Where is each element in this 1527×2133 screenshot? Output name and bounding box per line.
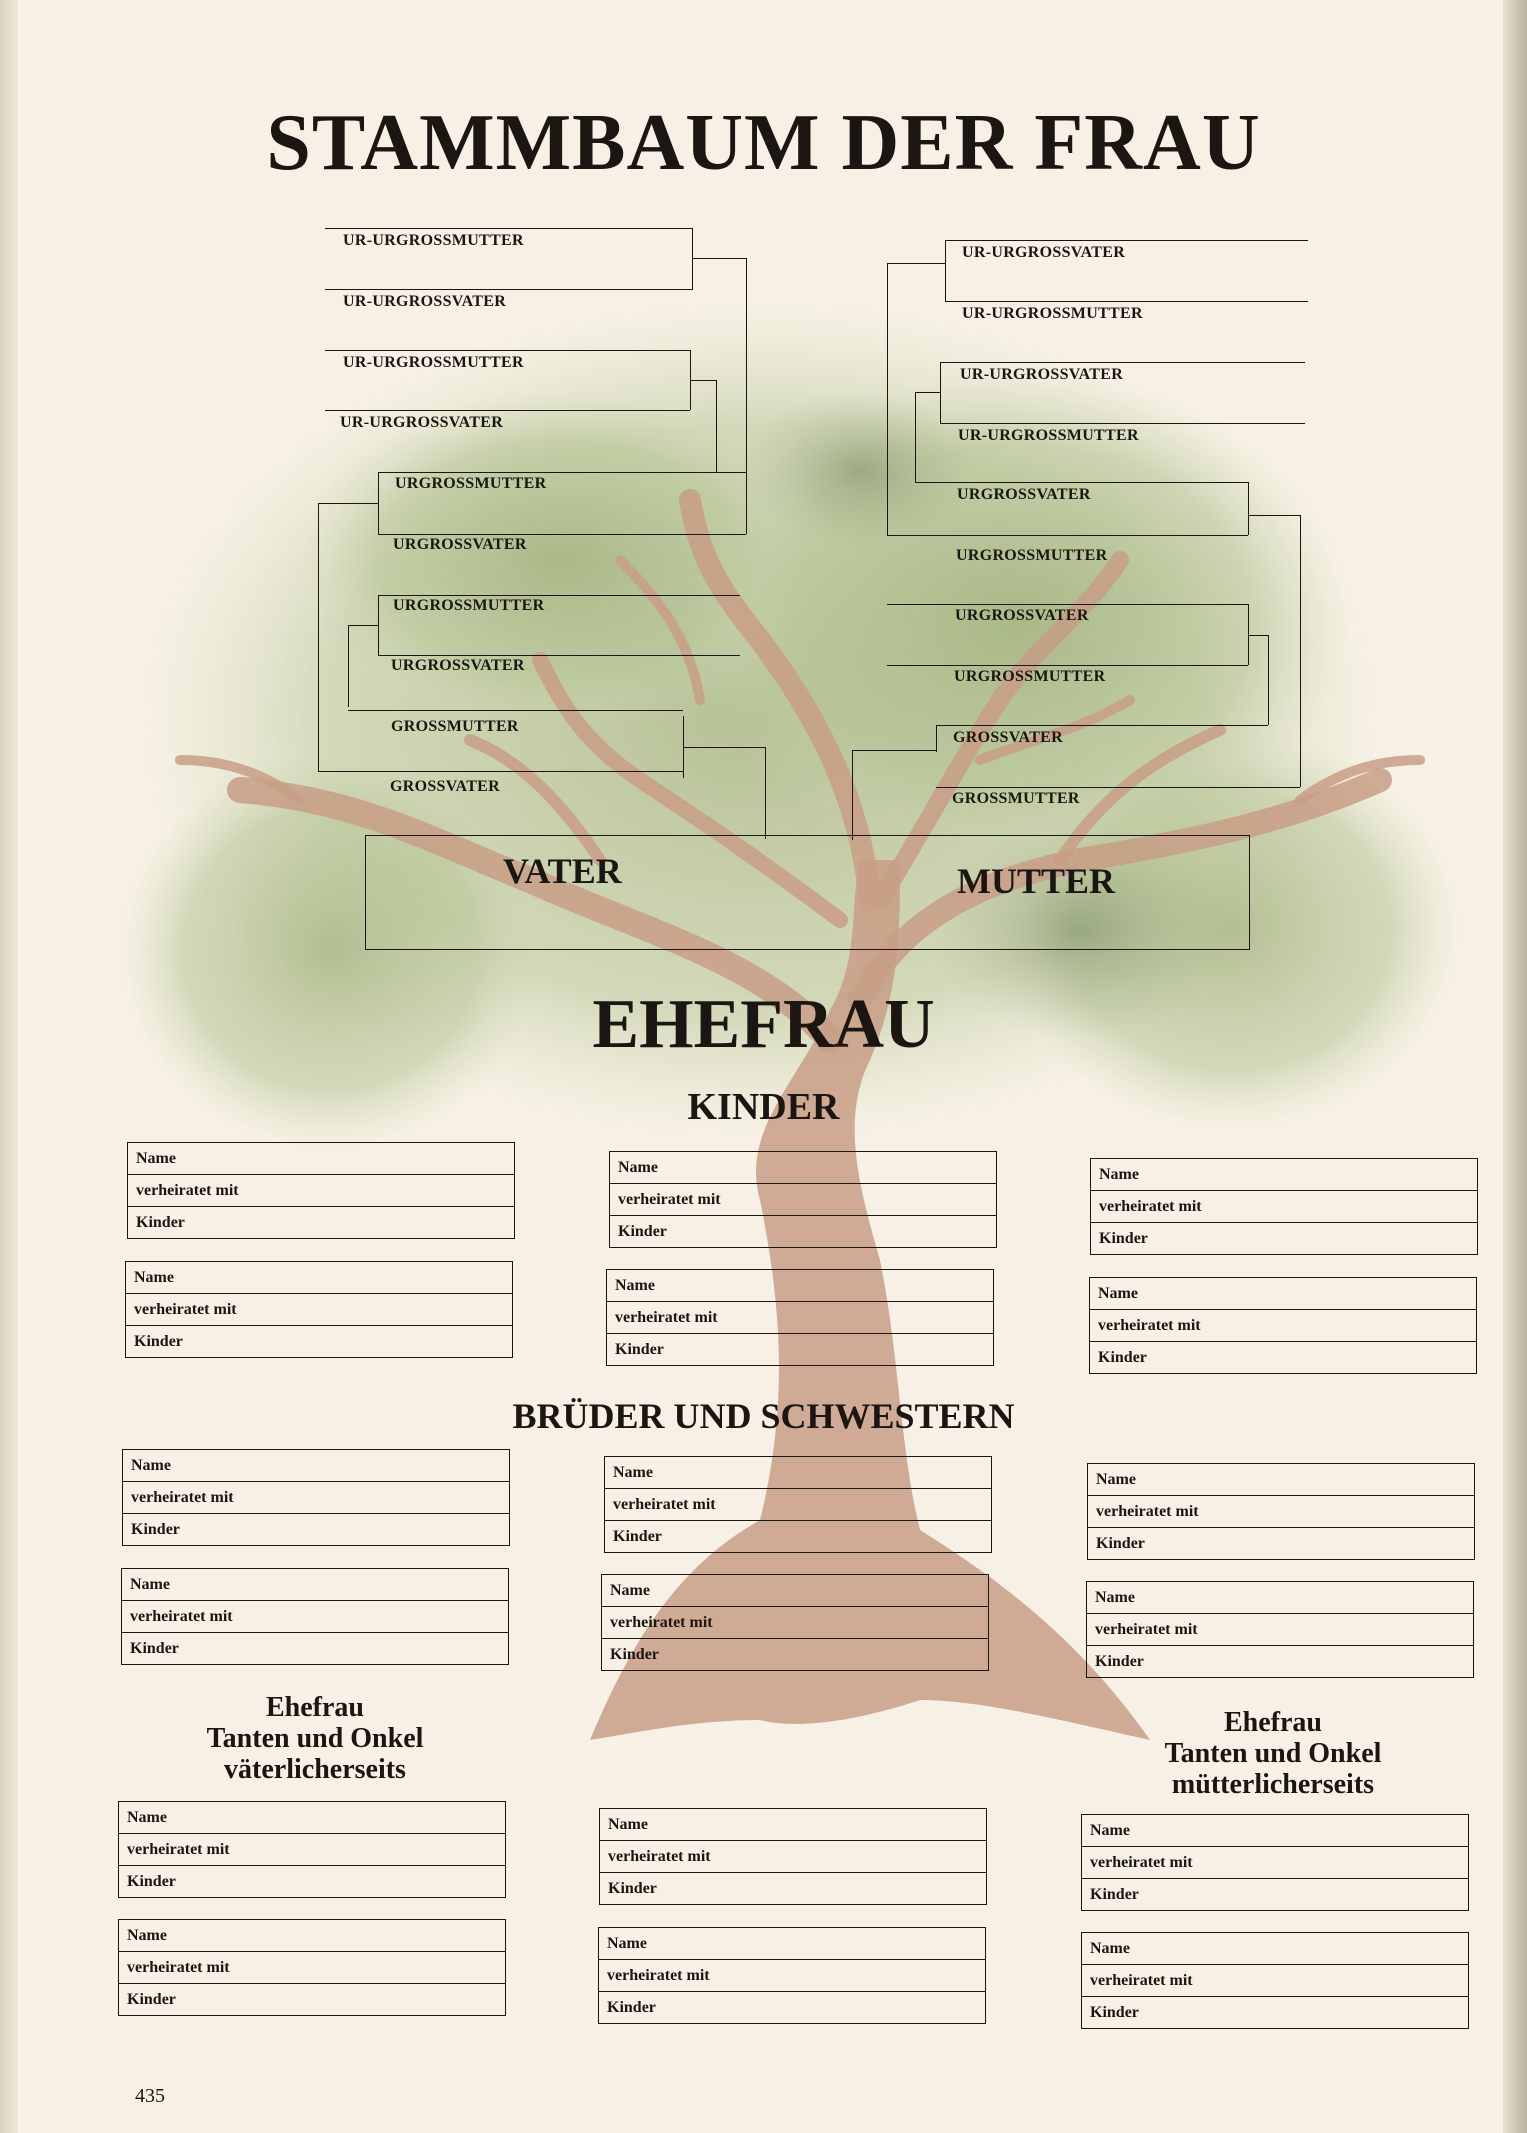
married-field[interactable]: verheiratet mit — [599, 1960, 985, 1992]
aunts-maternal-heading — [1103, 1707, 1443, 1800]
aunt-uncle-card[interactable] — [599, 1808, 987, 1905]
name-field[interactable]: Name — [1091, 1159, 1477, 1191]
aunts-paternal-line-2: Tanten und Onkel — [206, 1723, 424, 1754]
ancestor-label-right-8[interactable]: URGROSSMUTTER — [954, 668, 1106, 685]
ancestor-line — [378, 655, 740, 656]
ancestor-label-left-8[interactable]: URGROSSVATER — [391, 657, 525, 674]
bracket-line — [716, 380, 717, 472]
ancestor-label-left-6[interactable]: URGROSSVATER — [393, 536, 527, 553]
ancestor-line — [318, 771, 683, 772]
ancestor-label-right-9[interactable]: GROSSVATER — [953, 729, 1063, 746]
ancestor-line — [378, 472, 746, 473]
father-label: VATER — [503, 851, 622, 891]
aunt-uncle-card[interactable] — [118, 1801, 506, 1898]
bracket-line — [936, 725, 937, 752]
children-field[interactable]: Kinder — [131, 1521, 180, 1538]
children-field[interactable]: Kinder — [1098, 1349, 1147, 1366]
mother-label: MUTTER — [957, 861, 1116, 901]
children-field[interactable]: Kinder — [1095, 1653, 1144, 1670]
children-heading: KINDER — [687, 1086, 840, 1128]
name-field[interactable]: Name — [599, 1928, 985, 1960]
subject-heading: EHEFRAU — [592, 986, 935, 1063]
children-field[interactable]: Kinder — [618, 1223, 667, 1240]
ancestor-line — [936, 787, 1300, 788]
married-field[interactable]: verheiratet mit — [607, 1302, 993, 1334]
bracket-line — [318, 503, 319, 771]
aunts-maternal-line-1: Ehefrau — [1224, 1707, 1322, 1738]
name-field[interactable]: Name — [610, 1152, 996, 1184]
sibling-card[interactable] — [601, 1574, 989, 1671]
ancestor-line — [887, 535, 1248, 536]
children-field[interactable]: Kinder — [608, 1880, 657, 1897]
married-field[interactable]: verheiratet mit — [1090, 1310, 1476, 1342]
children-field[interactable]: Kinder — [607, 1999, 656, 2016]
ancestor-label-right-4[interactable]: UR-URGROSSMUTTER — [958, 427, 1139, 444]
ancestor-label-left-4[interactable]: UR-URGROSSVATER — [340, 414, 504, 431]
name-field[interactable]: Name — [123, 1450, 509, 1482]
ancestor-label-right-5[interactable]: URGROSSVATER — [957, 486, 1091, 503]
bracket-line — [1248, 635, 1268, 636]
children-field[interactable]: Kinder — [127, 1991, 176, 2008]
bracket-line — [378, 595, 379, 655]
aunt-uncle-card[interactable] — [1081, 1932, 1469, 2029]
bracket-line — [945, 240, 946, 301]
ancestor-label-left-3[interactable]: UR-URGROSSMUTTER — [343, 354, 524, 371]
ancestor-line — [945, 301, 1308, 302]
ancestor-line — [378, 595, 740, 596]
children-field[interactable]: Kinder — [130, 1640, 179, 1657]
bracket-line — [915, 392, 916, 482]
children-field[interactable]: Kinder — [1090, 2004, 1139, 2021]
children-field[interactable]: Kinder — [610, 1646, 659, 1663]
bracket-line — [887, 263, 888, 535]
married-field[interactable]: verheiratet mit — [610, 1184, 996, 1216]
bracket-line — [683, 747, 765, 748]
siblings-heading: BRÜDER UND SCHWESTERN — [512, 1396, 1015, 1436]
married-field[interactable]: verheiratet mit — [1082, 1847, 1468, 1879]
ancestor-line — [378, 534, 746, 535]
married-field[interactable]: verheiratet mit — [119, 1834, 505, 1866]
ancestor-line — [940, 423, 1305, 424]
sibling-card[interactable] — [121, 1568, 509, 1665]
ancestor-label-right-1[interactable]: UR-URGROSSVATER — [962, 244, 1126, 261]
ancestor-line — [325, 410, 690, 411]
name-field[interactable]: Name — [1090, 1278, 1476, 1310]
aunts-paternal-heading — [145, 1692, 485, 1785]
name-field[interactable]: Name — [1082, 1933, 1468, 1965]
bracket-line — [318, 503, 378, 504]
child-card[interactable] — [1089, 1277, 1477, 1374]
child-card[interactable] — [1090, 1158, 1478, 1255]
ancestor-label-left-2[interactable]: UR-URGROSSVATER — [343, 293, 507, 310]
aunt-uncle-card[interactable] — [598, 1927, 986, 2024]
bracket-line — [1300, 515, 1301, 787]
ancestor-label-right-3[interactable]: UR-URGROSSVATER — [960, 366, 1124, 383]
name-field[interactable]: Name — [1082, 1815, 1468, 1847]
child-card[interactable] — [609, 1151, 997, 1248]
children-field[interactable]: Kinder — [613, 1528, 662, 1545]
married-field[interactable]: verheiratet mit — [1082, 1965, 1468, 1997]
name-field[interactable]: Name — [605, 1457, 991, 1489]
ancestor-label-right-2[interactable]: UR-URGROSSMUTTER — [962, 305, 1143, 322]
married-field[interactable]: verheiratet mit — [123, 1482, 509, 1514]
aunts-maternal-line-3: mütterlicherseits — [1171, 1769, 1375, 1800]
bracket-line — [852, 750, 936, 751]
married-field[interactable]: verheiratet mit — [605, 1489, 991, 1521]
sibling-card[interactable] — [122, 1449, 510, 1546]
married-field[interactable]: verheiratet mit — [602, 1607, 988, 1639]
name-field[interactable]: Name — [1087, 1582, 1473, 1614]
married-field[interactable]: verheiratet mit — [122, 1601, 508, 1633]
name-field[interactable]: Name — [607, 1270, 993, 1302]
parents-box[interactable] — [365, 835, 1250, 950]
ancestor-line — [945, 240, 1308, 241]
bracket-line — [690, 380, 716, 381]
children-field[interactable]: Kinder — [136, 1214, 185, 1231]
children-field[interactable]: Kinder — [127, 1873, 176, 1890]
children-field[interactable]: Kinder — [1090, 1886, 1139, 1903]
ancestor-label-right-7[interactable]: URGROSSVATER — [955, 607, 1089, 624]
ancestor-label-left-1[interactable]: UR-URGROSSMUTTER — [343, 232, 524, 249]
ancestor-line — [325, 289, 693, 290]
name-field[interactable]: Name — [128, 1143, 514, 1175]
aunt-uncle-card[interactable] — [1081, 1814, 1469, 1911]
married-field[interactable]: verheiratet mit — [128, 1175, 514, 1207]
ancestor-label-left-7[interactable]: URGROSSMUTTER — [393, 597, 545, 614]
bracket-line — [692, 258, 746, 259]
married-field[interactable]: verheiratet mit — [126, 1294, 512, 1326]
bracket-line — [765, 747, 766, 839]
married-field[interactable]: verheiratet mit — [1087, 1614, 1473, 1646]
sibling-card[interactable] — [1086, 1581, 1474, 1678]
ancestor-line — [936, 725, 1268, 726]
ancestor-label-right-6[interactable]: URGROSSMUTTER — [956, 547, 1108, 564]
bracket-line — [1268, 635, 1269, 725]
child-card[interactable] — [127, 1142, 515, 1239]
sibling-card[interactable] — [604, 1456, 992, 1553]
aunt-uncle-card[interactable] — [118, 1919, 506, 2016]
ancestor-label-left-5[interactable]: URGROSSMUTTER — [395, 475, 547, 492]
page-number: 435 — [135, 2085, 165, 2107]
ancestor-line — [940, 362, 1305, 363]
bracket-line — [852, 750, 853, 840]
children-field[interactable]: Kinder — [134, 1333, 183, 1350]
children-field[interactable]: Kinder — [1096, 1535, 1145, 1552]
bracket-line — [915, 392, 940, 393]
married-field[interactable]: verheiratet mit — [600, 1841, 986, 1873]
children-field[interactable]: Kinder — [1099, 1230, 1148, 1247]
sibling-card[interactable] — [1087, 1463, 1475, 1560]
bracket-line — [1248, 482, 1249, 535]
child-card[interactable] — [606, 1269, 994, 1366]
children-field[interactable]: Kinder — [615, 1341, 664, 1358]
bracket-line — [378, 472, 379, 534]
name-field[interactable]: Name — [119, 1802, 505, 1834]
ancestor-line — [325, 228, 693, 229]
ancestor-line — [325, 350, 690, 351]
bracket-line — [940, 362, 941, 423]
name-field[interactable]: Name — [122, 1569, 508, 1601]
married-field[interactable]: verheiratet mit — [1088, 1496, 1474, 1528]
bracket-line — [887, 263, 945, 264]
page-title: STAMMBAUM DER FRAU — [266, 99, 1261, 187]
ancestor-line — [348, 710, 683, 711]
ancestor-label-right-10[interactable]: GROSSMUTTER — [952, 790, 1080, 807]
bracket-line — [348, 625, 349, 707]
name-field[interactable]: Name — [119, 1920, 505, 1952]
ancestor-line — [887, 604, 1248, 605]
ancestor-line — [887, 665, 1248, 666]
bracket-line — [746, 258, 747, 534]
name-field[interactable]: Name — [126, 1262, 512, 1294]
aunts-maternal-line-2: Tanten und Onkel — [1164, 1738, 1382, 1769]
married-field[interactable]: verheiratet mit — [119, 1952, 505, 1984]
name-field[interactable]: Name — [600, 1809, 986, 1841]
ancestor-label-left-10[interactable]: GROSSVATER — [390, 778, 500, 795]
child-card[interactable] — [125, 1261, 513, 1358]
ancestor-label-left-9[interactable]: GROSSMUTTER — [391, 718, 519, 735]
ancestor-line — [915, 482, 1248, 483]
aunts-paternal-line-3: väterlicherseits — [224, 1754, 406, 1785]
name-field[interactable]: Name — [602, 1575, 988, 1607]
name-field[interactable]: Name — [1088, 1464, 1474, 1496]
bracket-line — [1248, 515, 1300, 516]
aunts-paternal-line-1: Ehefrau — [266, 1692, 364, 1723]
married-field[interactable]: verheiratet mit — [1091, 1191, 1477, 1223]
bracket-line — [348, 625, 378, 626]
